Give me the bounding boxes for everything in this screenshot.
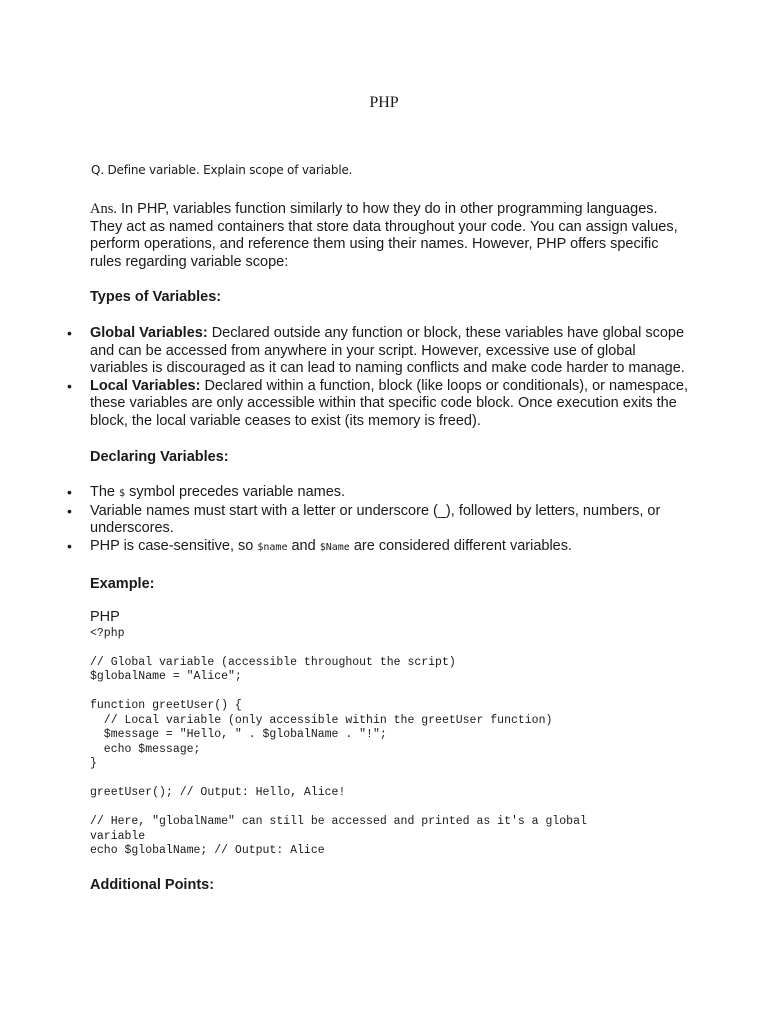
item-text: and	[287, 537, 320, 554]
list-item-case-sensitive	[67, 537, 690, 557]
bullet-icon: •	[67, 502, 72, 519]
term-local-variables: Local Variables:	[90, 377, 201, 394]
list-item-global-variables	[67, 324, 690, 378]
bullet-icon: •	[67, 377, 72, 394]
answer-paragraph	[90, 201, 690, 271]
types-heading: Types of Variables:	[90, 289, 222, 306]
declaring-list	[67, 484, 690, 556]
item-text: symbol precedes variable names.	[125, 484, 346, 501]
bullet-icon: •	[67, 484, 72, 501]
document-body	[67, 201, 690, 894]
question-text: Q. Define variable. Explain scope of variable.	[91, 163, 353, 177]
item-text: The	[90, 484, 120, 501]
item-text: Variable names must start with a letter or underscore (_), followed by letters, numbers, or underscores.	[90, 502, 661, 537]
code-block: <?php // Global variable (accessible throughout the script) $globalName = "Alice"; function greetUser() { // Local variable (only accessible within the greetUser function) $message = "Hello, " . $globalName . "!"; echo $message; } greetUser(); // Output: Hello, Alice! // Here, "globalName" can still be accessed and printed as it's a global variable echo $globalName; // Output: Alice	[90, 626, 587, 858]
inline-code-name: $name	[257, 541, 288, 553]
additional-points-heading: Additional Points:	[90, 876, 215, 893]
desc-local-variables: Declared within a function, block (like loops or conditionals), or namespace, these variables are only accessible within that specific code block. Once execution exits the block, the local variable ceases to exist (its memory is freed).	[90, 377, 689, 429]
example-heading: Example:	[90, 575, 155, 592]
list-item-local-variables	[67, 377, 690, 431]
answer-text: In PHP, variables function similarly to how they do in other programming languages. They act as named containers that store data throughout your code. You can assign values, perform operations, and reference them using their names. However, PHP offers specific rules regarding variable scope:	[90, 201, 678, 270]
inline-code-dollar: $	[119, 488, 126, 500]
list-item-naming-rules	[67, 502, 690, 538]
list-item-dollar-symbol	[67, 484, 690, 503]
document-title: PHP	[369, 94, 399, 111]
inline-code-name-capital: $Name	[319, 541, 350, 553]
item-text: PHP is case-sensitive, so	[90, 537, 258, 554]
types-list	[67, 324, 690, 431]
term-global-variables: Global Variables:	[90, 324, 208, 341]
answer-prefix: Ans.	[90, 201, 117, 217]
bullet-icon: •	[67, 324, 72, 341]
bullet-icon: •	[67, 537, 72, 554]
code-language-label: PHP	[90, 609, 120, 626]
declaring-heading: Declaring Variables:	[90, 448, 229, 465]
item-text: are considered different variables.	[349, 537, 573, 554]
desc-global-variables: Declared outside any function or block, these variables have global scope and can be accessed from anywhere in your script. However, excessive use of global variables is discouraged as it can lead to naming conflicts and make code harder to manage.	[90, 324, 685, 377]
